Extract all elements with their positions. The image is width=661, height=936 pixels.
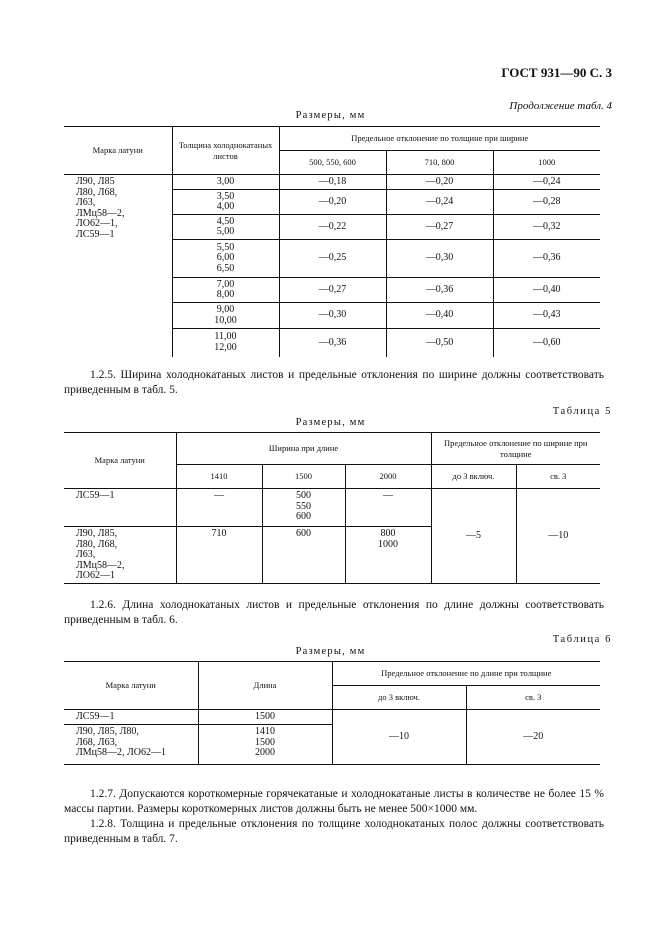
t5-width: 710 — [176, 527, 262, 584]
t5-length-col: 1500 — [262, 465, 345, 489]
t5-header-width: Ширина при длине — [176, 433, 431, 465]
t4-deviation: —0,50 — [386, 329, 493, 357]
t5-grade: Л90, Л85, Л80, Л68, Л63, ЛМц58—2, ЛО62—1 — [64, 527, 176, 584]
paragraph-number: 1.2.5. — [90, 369, 116, 381]
paragraph-number: 1.2.8. — [90, 818, 116, 830]
t4-grades: Л90, Л85 Л80, Л68, Л63, ЛМц58—2, ЛО62—1, ЛС59—1 — [64, 175, 172, 357]
t6-length: 1500 — [198, 710, 332, 725]
t4-deviation: —0,27 — [279, 278, 386, 303]
paragraph-1-2-5 — [64, 368, 604, 398]
paragraph-1-2-8 — [64, 817, 604, 847]
paragraph-1-2-6 — [64, 598, 604, 628]
t4-deviation: —0,24 — [493, 175, 600, 190]
t4-deviation: —0,36 — [279, 329, 386, 357]
t6-header-length: Длина — [198, 662, 332, 710]
t4-header-thickness: Толщина холоднокатаных листов — [172, 127, 279, 175]
t4-deviation: —0,27 — [386, 215, 493, 240]
t4-thickness: 7,00 8,00 — [172, 278, 279, 303]
t5-deviation: —5 — [431, 489, 516, 584]
paragraph-text: Толщина и предельные отклонения по толщине холоднокатаных полос должны соответствовать приведенным в табл. 7. — [64, 818, 605, 845]
table-continuation-label: Продолжение табл. 4 — [509, 100, 612, 112]
t4-deviation: —0,40 — [493, 278, 600, 303]
table6-sizes-label: Размеры, мм — [295, 646, 366, 657]
t4-deviation: —0,22 — [279, 215, 386, 240]
t4-deviation: —0,43 — [493, 303, 600, 329]
t5-width: — — [345, 489, 431, 527]
t6-header-grade: Марка латуни — [64, 662, 198, 710]
t4-thickness: 5,50 6,00 6,50 — [172, 240, 279, 278]
t4-thickness: 11,00 12,00 — [172, 329, 279, 357]
t5-length-col: 1410 — [176, 465, 262, 489]
t5-grade: ЛС59—1 — [64, 489, 176, 527]
t6-deviation: —10 — [332, 710, 466, 765]
t4-deviation: —0,18 — [279, 175, 386, 190]
paragraph-text: Допускаются короткомерные горячекатаные и холоднокатаные листы в количестве не более 15 % массы партии. Размеры короткомерных листов должны быть не менее 500×1000 мм. — [64, 788, 604, 815]
table-4 — [64, 126, 600, 357]
table-6 — [64, 661, 600, 765]
t4-deviation: —0,36 — [493, 240, 600, 278]
t4-width-col: 1000 — [493, 151, 600, 175]
t4-deviation: —0,30 — [386, 240, 493, 278]
t5-deviation: —10 — [516, 489, 600, 584]
t6-header-deviation: Предельное отклонение по длине при толщине — [332, 662, 600, 686]
t4-thickness: 4,50 5,00 — [172, 215, 279, 240]
t4-deviation: —0,20 — [386, 175, 493, 190]
table5-sizes-label: Размеры, мм — [295, 417, 366, 428]
t5-thickness-col: до 3 включ. — [431, 465, 516, 489]
paragraph-number: 1.2.6. — [90, 599, 116, 611]
document-header: ГОСТ 931—90 С. 3 — [501, 65, 612, 80]
paragraph-1-2-7 — [64, 787, 604, 817]
paragraph-text: Ширина холоднокатаных листов и предельные отклонения по ширине должны соответствовать приведенным в табл. 5. — [64, 369, 604, 396]
t4-header-grade: Марка латуни — [64, 127, 172, 175]
table4-sizes-label: Размеры, мм — [295, 110, 366, 121]
t5-width: 500 550 600 — [262, 489, 345, 527]
t4-deviation: —0,40 — [386, 303, 493, 329]
t4-thickness: 9,00 10,00 — [172, 303, 279, 329]
t4-header-deviation: Предельное отклонение по толщине при ширине — [279, 127, 600, 151]
t4-thickness: 3,50 4,00 — [172, 190, 279, 215]
t5-thickness-col: св. 3 — [516, 465, 600, 489]
t4-deviation: —0,20 — [279, 190, 386, 215]
t5-width: — — [176, 489, 262, 527]
t5-length-col: 2000 — [345, 465, 431, 489]
t5-header-grade: Марка латуни — [64, 433, 176, 489]
table-row — [64, 175, 600, 190]
t5-width: 800 1000 — [345, 527, 431, 584]
t4-deviation: —0,24 — [386, 190, 493, 215]
t4-thickness: 3,00 — [172, 175, 279, 190]
paragraph-text: Длина холоднокатаных листов и предельные отклонения по длине должны соответствовать приведенным в табл. 6. — [64, 599, 605, 626]
table5-title: Таблица 5 — [552, 406, 612, 417]
t4-deviation: —0,32 — [493, 215, 600, 240]
t6-thickness-col: до 3 включ. — [332, 686, 466, 710]
t4-width-col: 500, 550, 600 — [279, 151, 386, 175]
t5-width: 600 — [262, 527, 345, 584]
t4-deviation: —0,25 — [279, 240, 386, 278]
t4-deviation: —0,60 — [493, 329, 600, 357]
table-row — [64, 489, 600, 527]
t4-deviation: —0,36 — [386, 278, 493, 303]
table-5 — [64, 432, 600, 584]
t4-width-col: 710, 800 — [386, 151, 493, 175]
t5-header-deviation: Предельное отклонение по ширине при толщине — [431, 433, 600, 465]
t6-length: 1410 1500 2000 — [198, 725, 332, 765]
t6-grade: ЛС59—1 — [64, 710, 198, 725]
t4-deviation: —0,28 — [493, 190, 600, 215]
table-row — [64, 710, 600, 725]
t6-thickness-col: св. 3 — [466, 686, 600, 710]
t6-grade: Л90, Л85, Л80, Л68, Л63, ЛМц58—2, ЛО62—1 — [64, 725, 198, 765]
table6-title: Таблица 6 — [552, 634, 612, 645]
paragraph-number: 1.2.7. — [90, 788, 116, 800]
t4-deviation: —0,30 — [279, 303, 386, 329]
t6-deviation: —20 — [466, 710, 600, 765]
